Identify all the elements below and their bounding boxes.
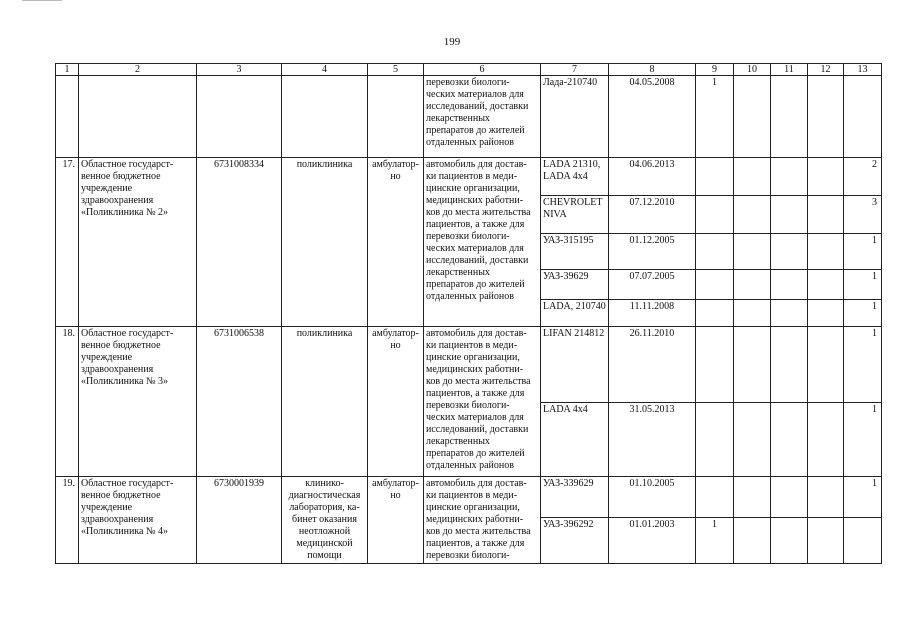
cell-col9 xyxy=(696,270,734,300)
cell-purpose: автомобиль для достав- ки пациентов в меди- цинские организации, медицинских работни- ков до места жительства пациентов, а также для перевозки биологи- ческих материалов для исследований, доставки лекарственных препаратов до жителей отдаленных районов xyxy=(424,327,541,477)
cell-purpose: автомобиль для достав- ки пациентов в меди- цинские организации, медицинских работни- ков до места жительства пациентов, а также для перевозки биологи- ческих материалов для исследований, доставки лекарственных препаратов до жителей отдаленных районов xyxy=(424,158,541,327)
cell-col13: 1 xyxy=(844,270,882,300)
cell-col11 xyxy=(771,76,808,158)
cell-col9 xyxy=(696,403,734,477)
cell-col13: 2 xyxy=(844,158,882,196)
cell-col11 xyxy=(771,327,808,403)
table-row xyxy=(56,477,882,518)
cell-vehicle-model: LADA 4x4 xyxy=(541,403,609,477)
cell-date: 01.01.2003 xyxy=(609,518,696,564)
cell-purpose: автомобиль для достав- ки пациентов в меди- цинские организации, медицинских работни- ков до места жительства пациентов, а также для перевозки биологи- xyxy=(424,477,541,564)
cell-col10 xyxy=(734,403,771,477)
col-header-3: 3 xyxy=(197,64,282,76)
cell-col9: 1 xyxy=(696,76,734,158)
cell-num: 18. xyxy=(56,327,79,477)
cell-col10 xyxy=(734,327,771,403)
cell-col12 xyxy=(808,76,844,158)
cell-col11 xyxy=(771,158,808,196)
cell-date: 04.05.2008 xyxy=(609,76,696,158)
cell-date: 11.11.2008 xyxy=(609,300,696,327)
cell-inn xyxy=(197,76,282,158)
cell-col9 xyxy=(696,234,734,270)
col-header-12: 12 xyxy=(808,64,844,76)
column-number-row xyxy=(56,64,882,76)
cell-vehicle-model: Лада-210740 xyxy=(541,76,609,158)
cell-col9 xyxy=(696,327,734,403)
cell-org xyxy=(79,76,197,158)
cell-num xyxy=(56,76,79,158)
scan-artifact xyxy=(22,0,62,9)
cell-num: 17. xyxy=(56,158,79,327)
cell-vehicle-model: УАЗ-339629 xyxy=(541,477,609,518)
cell-col12 xyxy=(808,234,844,270)
cell-col9: 1 xyxy=(696,518,734,564)
col-header-10: 10 xyxy=(734,64,771,76)
cell-col13 xyxy=(844,76,882,158)
col-header-4: 4 xyxy=(282,64,368,76)
cell-vehicle-model: УАЗ-315195 xyxy=(541,234,609,270)
cell-col9 xyxy=(696,158,734,196)
col-header-11: 11 xyxy=(771,64,808,76)
cell-inn: 6731008334 xyxy=(197,158,282,327)
cell-col12 xyxy=(808,300,844,327)
cell-col10 xyxy=(734,477,771,518)
cell-vehicle-model: LIFAN 214812 xyxy=(541,327,609,403)
cell-col10 xyxy=(734,518,771,564)
cell-col12 xyxy=(808,477,844,518)
cell-col13: 1 xyxy=(844,327,882,403)
cell-type: клинико- диагностическая лаборатория, ка- бинет оказания неотложной медицинской помощи xyxy=(282,477,368,564)
cell-date: 26.11.2010 xyxy=(609,327,696,403)
cell-org: Областное государст- венное бюджетное учреждение здравоохранения «Поликлиника № 3» xyxy=(79,327,197,477)
cell-vehicle-model: УАЗ-39629 xyxy=(541,270,609,300)
cell-col10 xyxy=(734,196,771,234)
cell-col9 xyxy=(696,477,734,518)
cell-col11 xyxy=(771,477,808,518)
cell-col10 xyxy=(734,76,771,158)
cell-vehicle-model: LADA, 210740 xyxy=(541,300,609,327)
col-header-5: 5 xyxy=(368,64,424,76)
col-header-13: 13 xyxy=(844,64,882,76)
cell-col10 xyxy=(734,234,771,270)
cell-col12 xyxy=(808,518,844,564)
cell-care: амбулатор- но xyxy=(368,158,424,327)
cell-col12 xyxy=(808,158,844,196)
cell-type: поликлиника xyxy=(282,327,368,477)
cell-col13: 1 xyxy=(844,477,882,518)
cell-vehicle-model: LADA 21310, LADA 4x4 xyxy=(541,158,609,196)
cell-date: 31.05.2013 xyxy=(609,403,696,477)
cell-col9 xyxy=(696,196,734,234)
cell-col11 xyxy=(771,518,808,564)
cell-vehicle-model: УАЗ-396292 xyxy=(541,518,609,564)
cell-date: 01.12.2005 xyxy=(609,234,696,270)
cell-col12 xyxy=(808,403,844,477)
cell-col11 xyxy=(771,300,808,327)
cell-col13 xyxy=(844,518,882,564)
cell-care: амбулатор- но xyxy=(368,477,424,564)
cell-care: амбулатор- но xyxy=(368,327,424,477)
cell-date: 07.07.2005 xyxy=(609,270,696,300)
cell-inn: 6730001939 xyxy=(197,477,282,564)
table-row xyxy=(56,158,882,196)
cell-vehicle-model: CHEVROLET NIVA xyxy=(541,196,609,234)
cell-col13: 1 xyxy=(844,234,882,270)
table-row xyxy=(56,327,882,403)
col-header-8: 8 xyxy=(609,64,696,76)
cell-type xyxy=(282,76,368,158)
col-header-7: 7 xyxy=(541,64,609,76)
cell-inn: 6731006538 xyxy=(197,327,282,477)
cell-col11 xyxy=(771,196,808,234)
col-header-6: 6 xyxy=(424,64,541,76)
cell-date: 01.10.2005 xyxy=(609,477,696,518)
col-header-1: 1 xyxy=(56,64,79,76)
cell-num: 19. xyxy=(56,477,79,564)
cell-col11 xyxy=(771,234,808,270)
cell-date: 04.06.2013 xyxy=(609,158,696,196)
cell-col10 xyxy=(734,300,771,327)
cell-col9 xyxy=(696,300,734,327)
col-header-2: 2 xyxy=(79,64,197,76)
cell-col12 xyxy=(808,270,844,300)
page-number: 199 xyxy=(443,36,461,48)
cell-col10 xyxy=(734,270,771,300)
cell-org: Областное государст- венное бюджетное учреждение здравоохранения «Поликлиника № 2» xyxy=(79,158,197,327)
cell-care xyxy=(368,76,424,158)
continued-row xyxy=(56,76,882,158)
cell-col11 xyxy=(771,270,808,300)
col-header-9: 9 xyxy=(696,64,734,76)
cell-col13: 1 xyxy=(844,300,882,327)
cell-col10 xyxy=(734,158,771,196)
cell-purpose: перевозки биологи- ческих материалов для исследований, доставки лекарственных препаратов до жителей отдаленных районов xyxy=(424,76,541,158)
cell-col13: 3 xyxy=(844,196,882,234)
cell-col13: 1 xyxy=(844,403,882,477)
cell-col12 xyxy=(808,327,844,403)
cell-org: Областное государст- венное бюджетное учреждение здравоохранения «Поликлиника № 4» xyxy=(79,477,197,564)
cell-col11 xyxy=(771,403,808,477)
cell-col12 xyxy=(808,196,844,234)
cell-date: 07.12.2010 xyxy=(609,196,696,234)
vehicle-registry-table xyxy=(55,63,882,564)
cell-type: поликлиника xyxy=(282,158,368,327)
